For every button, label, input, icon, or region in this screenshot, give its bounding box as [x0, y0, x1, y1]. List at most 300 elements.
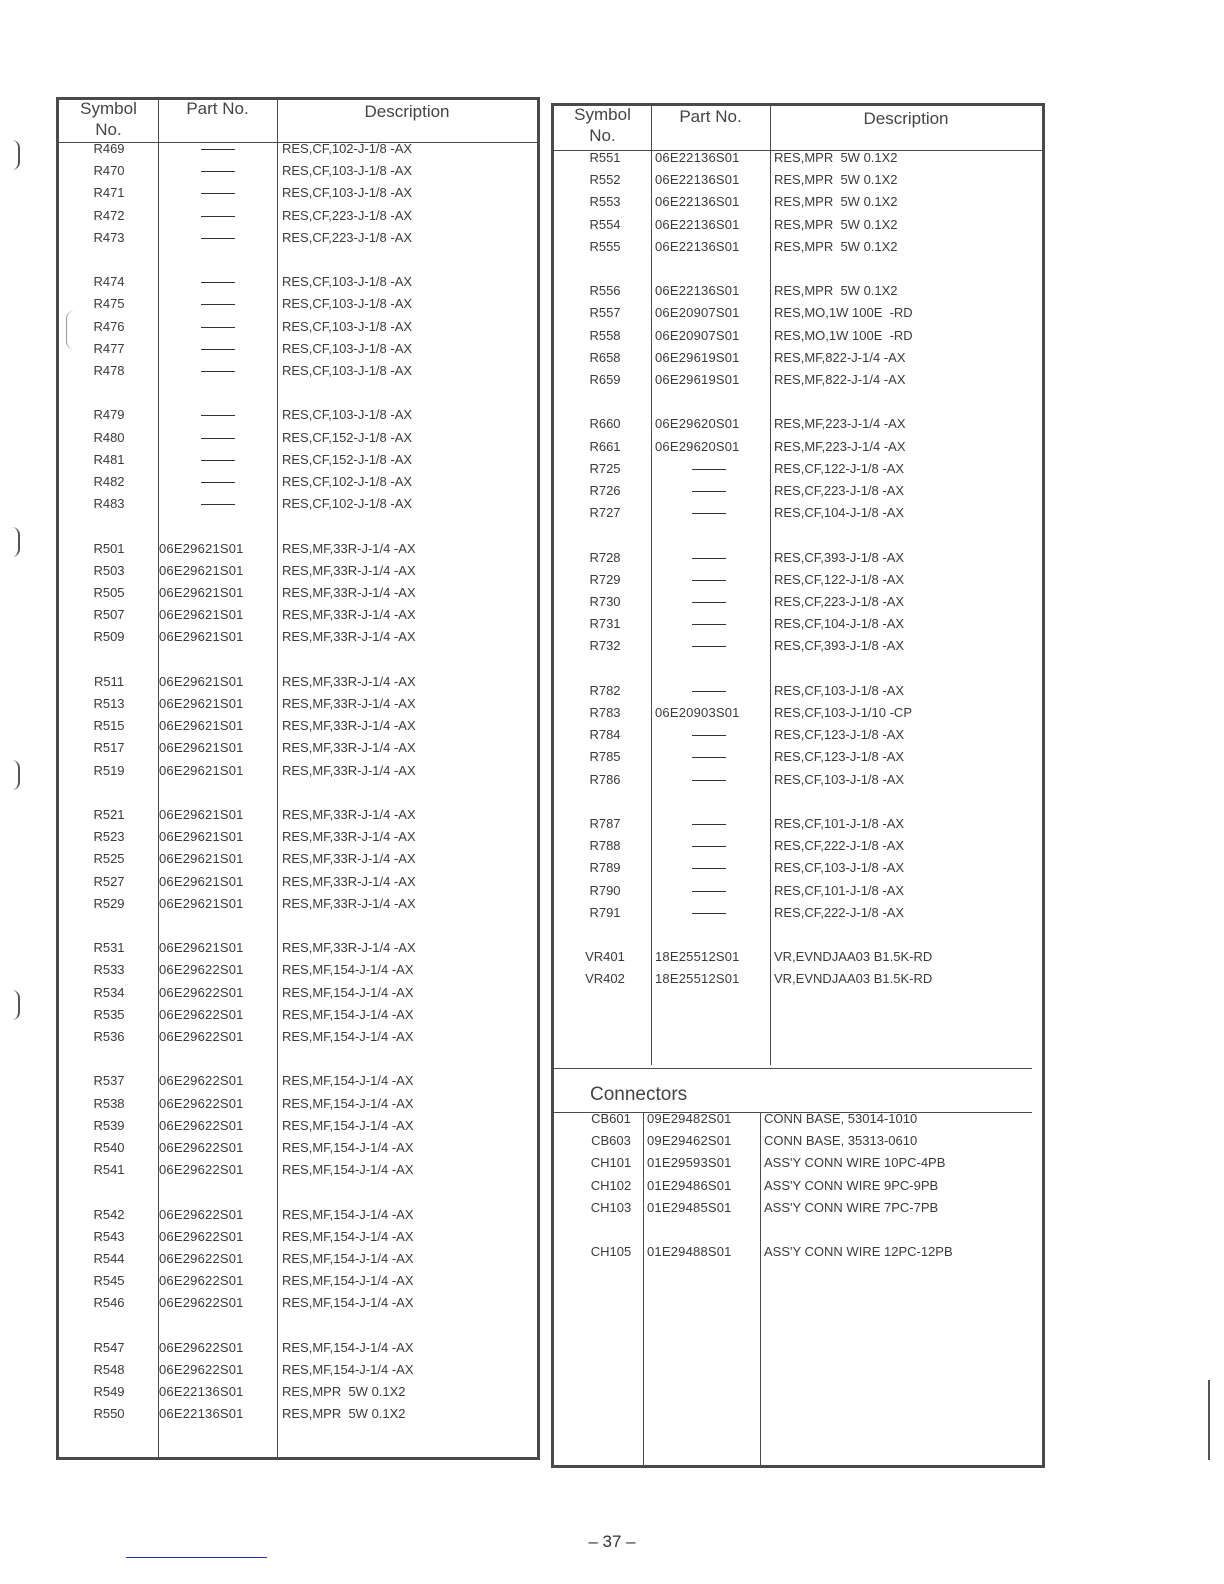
table-row — [59, 404, 537, 426]
part-no-cell: 06E29622S01 — [159, 1273, 244, 1289]
table-row — [59, 1004, 537, 1026]
table-row — [59, 693, 537, 715]
symbol-header: Symbol No. — [574, 105, 631, 145]
part-no-cell: 06E29620S01 — [655, 438, 740, 454]
table-row — [554, 214, 1042, 236]
table-row — [59, 338, 537, 360]
table-row — [59, 1359, 537, 1381]
symbol-cell: R725 — [589, 460, 621, 476]
part-no-cell — [692, 613, 726, 635]
no-part-dash — [692, 757, 726, 758]
symbol-cell: R525 — [93, 851, 125, 867]
part-no-cell: 06E29621S01 — [159, 629, 244, 645]
binding-hole-mark — [12, 990, 20, 1020]
symbol-cell: CB601 — [591, 1111, 631, 1126]
description-cell: RES,MF,822-J-1/4 -AX — [774, 372, 906, 387]
part-no-cell — [692, 547, 726, 569]
table-row — [59, 1270, 537, 1292]
description-cell: RES,CF,123-J-1/8 -AX — [774, 727, 905, 743]
part-no-cell: 06E29622S01 — [159, 984, 244, 1000]
description-cell: CONN BASE, 53014-1010 — [764, 1111, 918, 1126]
no-part-dash — [692, 580, 726, 581]
table-row — [59, 205, 537, 227]
description-cell: RES,MF,33R-J-1/4 -AX — [282, 607, 416, 623]
symbol-cell: R470 — [93, 163, 125, 179]
description-cell: RES,CF,223-J-1/8 -AX — [774, 483, 905, 498]
table-row — [554, 1241, 1042, 1263]
table-row — [59, 826, 537, 848]
symbol-cell: R505 — [93, 585, 125, 600]
table-row — [59, 760, 537, 782]
table-row — [59, 937, 537, 959]
no-part-dash — [201, 216, 235, 217]
part-no-cell: 06E22136S01 — [655, 216, 740, 232]
table-row — [59, 1115, 537, 1137]
part-no-cell — [201, 404, 235, 426]
description-cell: RES,CF,222-J-1/8 -AX — [774, 838, 905, 854]
table-row — [59, 959, 537, 981]
description-cell: RES,CF,104-J-1/8 -AX — [774, 505, 905, 521]
part-no-cell — [692, 724, 726, 746]
description-cell: RES,CF,393-J-1/8 -AX — [774, 638, 905, 654]
description-cell: RES,MPR 5W 0.1X2 — [774, 283, 898, 299]
symbol-cell: CH103 — [590, 1199, 632, 1215]
part-no-cell: 06E29622S01 — [159, 1029, 244, 1044]
table-row — [554, 547, 1042, 569]
description-cell: RES,MF,33R-J-1/4 -AX — [282, 851, 416, 867]
description-cell: RES,CF,152-J-1/8 -AX — [282, 429, 413, 445]
symbol-cell: R529 — [93, 895, 125, 911]
table-row — [59, 316, 537, 338]
table-row — [554, 1175, 1042, 1197]
part-no-cell: 06E29622S01 — [159, 1006, 244, 1022]
symbol-cell: R472 — [93, 207, 125, 223]
symbol-cell: R791 — [589, 904, 621, 920]
table-row — [59, 160, 537, 182]
description-cell: RES,MF,154-J-1/4 -AX — [282, 1251, 414, 1266]
no-part-dash — [692, 624, 726, 625]
table-row — [59, 1248, 537, 1270]
table-row — [59, 227, 537, 249]
description-cell: RES,CF,103-J-1/8 -AX — [282, 185, 413, 201]
no-part-dash — [692, 891, 726, 892]
description-cell: ASS'Y CONN WIRE 12PC-12PB — [764, 1244, 953, 1260]
symbol-cell: R545 — [93, 1273, 125, 1289]
no-part-dash — [201, 238, 235, 239]
table-row — [59, 1204, 537, 1226]
table-row — [59, 471, 537, 493]
table-row — [554, 635, 1042, 657]
connectors-title: Connectors — [590, 1084, 688, 1105]
description-cell: RES,CF,103-J-1/8 -AX — [282, 407, 413, 423]
part-no-cell — [692, 591, 726, 613]
no-part-dash — [692, 735, 726, 736]
description-cell: RES,CF,104-J-1/8 -AX — [774, 616, 905, 632]
table-row — [554, 502, 1042, 524]
table-row — [554, 436, 1042, 458]
symbol-cell: R658 — [589, 349, 621, 365]
symbol-cell: R513 — [93, 696, 125, 711]
no-part-dash — [692, 602, 726, 603]
table-row — [554, 347, 1042, 369]
description-cell: RES,CF,102-J-1/8 -AX — [282, 496, 413, 512]
part-no-cell — [201, 493, 235, 515]
description-cell: RES,MF,154-J-1/4 -AX — [282, 1006, 414, 1022]
no-part-dash — [201, 415, 235, 416]
table-row — [59, 893, 537, 915]
no-part-dash — [201, 504, 235, 505]
description-cell: RES,CF,122-J-1/8 -AX — [774, 460, 905, 476]
symbol-cell: R469 — [93, 141, 125, 156]
symbol-cell: R509 — [93, 629, 125, 645]
symbol-cell: R503 — [93, 562, 125, 578]
part-no-cell: 06E29619S01 — [655, 349, 740, 365]
part-no-cell — [692, 857, 726, 879]
description-cell: RES,MF,154-J-1/4 -AX — [282, 1073, 414, 1089]
binding-hole-mark — [12, 760, 20, 790]
table-row — [59, 560, 537, 582]
part-no-cell: 06E22136S01 — [159, 1384, 244, 1400]
description-cell: RES,CF,223-J-1/8 -AX — [282, 229, 413, 245]
description-cell: RES,MF,154-J-1/4 -AX — [282, 1162, 414, 1178]
part-no-cell — [692, 502, 726, 524]
part-no-cell: 06E29621S01 — [159, 762, 244, 778]
description-cell: RES,CF,103-J-1/8 -AX — [282, 363, 413, 378]
part-no-cell: 06E29622S01 — [159, 1117, 244, 1133]
symbol-cell: R730 — [589, 594, 621, 609]
symbol-cell: R553 — [589, 194, 621, 210]
part-no-cell: 06E29621S01 — [159, 895, 244, 911]
table-row — [59, 493, 537, 515]
part-no-cell — [201, 138, 235, 160]
symbol-cell: R473 — [93, 229, 125, 245]
no-part-dash — [201, 282, 235, 283]
symbol-cell: R555 — [589, 238, 621, 254]
description-cell: RES,MF,33R-J-1/4 -AX — [282, 873, 416, 889]
part-no-cell: 01E29488S01 — [647, 1244, 732, 1260]
symbol-cell: R536 — [93, 1029, 125, 1044]
table-row — [554, 369, 1042, 391]
description-cell: VR,EVNDJAA03 B1.5K-RD — [774, 971, 933, 987]
symbol-cell: R785 — [589, 749, 621, 765]
symbol-cell: R471 — [93, 185, 125, 201]
symbol-cell: R784 — [589, 727, 621, 743]
no-part-dash — [692, 824, 726, 825]
part-no-cell: 06E29622S01 — [159, 1251, 244, 1266]
description-cell: ASS'Y CONN WIRE 9PC-9PB — [764, 1177, 939, 1193]
no-part-dash — [692, 846, 726, 847]
no-part-dash — [201, 149, 235, 150]
description-cell: RES,MF,33R-J-1/4 -AX — [282, 829, 416, 845]
symbol-cell: R783 — [589, 705, 621, 720]
description-cell: RES,MPR 5W 0.1X2 — [774, 238, 898, 254]
part-no-cell — [692, 480, 726, 502]
no-part-dash — [201, 193, 235, 194]
description-cell: RES,CF,223-J-1/8 -AX — [774, 594, 905, 609]
symbol-cell: CH101 — [590, 1155, 632, 1171]
symbol-cell: R726 — [589, 483, 621, 498]
symbol-cell: R523 — [93, 829, 125, 845]
symbol-cell: R552 — [589, 172, 621, 188]
description-cell: RES,CF,103-J-1/8 -AX — [774, 860, 905, 876]
table-row — [554, 1197, 1042, 1219]
description-cell: RES,MF,33R-J-1/4 -AX — [282, 540, 416, 556]
part-no-cell: 06E29622S01 — [159, 1228, 244, 1244]
connectors-top-rule — [554, 1068, 1032, 1069]
part-no-cell — [201, 338, 235, 360]
no-part-dash — [692, 691, 726, 692]
description-cell: RES,CF,102-J-1/8 -AX — [282, 474, 413, 489]
description-cell: RES,MF,223-J-1/4 -AX — [774, 438, 906, 454]
no-part-dash — [692, 513, 726, 514]
table-row — [554, 591, 1042, 613]
symbol-cell: R527 — [93, 873, 125, 889]
no-part-dash — [692, 469, 726, 470]
description-cell: RES,MF,154-J-1/4 -AX — [282, 1295, 414, 1311]
symbol-cell: CB603 — [591, 1133, 631, 1149]
part-no-cell: 09E29462S01 — [647, 1133, 732, 1149]
part-no-cell: 06E22136S01 — [655, 283, 740, 299]
no-part-dash — [201, 327, 235, 328]
part-no-cell: 06E29621S01 — [159, 585, 244, 600]
symbol-cell: CH102 — [590, 1177, 632, 1193]
description-cell: RES,CF,122-J-1/8 -AX — [774, 571, 905, 587]
table-row — [554, 325, 1042, 347]
description-cell: RES,MF,154-J-1/4 -AX — [282, 1273, 414, 1289]
description-cell: RES,CF,103-J-1/8 -AX — [282, 340, 413, 356]
table-row — [59, 1337, 537, 1359]
symbol-cell: R659 — [589, 372, 621, 387]
symbol-cell: R475 — [93, 296, 125, 312]
description-cell: RES,MPR 5W 0.1X2 — [774, 172, 898, 188]
part-no-cell — [201, 293, 235, 315]
no-part-dash — [692, 868, 726, 869]
part-no-cell: 06E22136S01 — [655, 150, 740, 165]
symbol-cell: R480 — [93, 429, 125, 445]
table-row — [554, 413, 1042, 435]
description-cell: RES,MPR 5W 0.1X2 — [282, 1406, 406, 1422]
part-no-cell: 06E29622S01 — [159, 1339, 244, 1355]
symbol-cell: R535 — [93, 1006, 125, 1022]
part-no-cell: 06E29622S01 — [159, 1362, 244, 1377]
bottom-rule — [126, 1557, 267, 1558]
description-cell: RES,MF,33R-J-1/4 -AX — [282, 940, 416, 956]
description-cell: RES,CF,103-J-1/10 -CP — [774, 705, 912, 720]
description-cell: RES,CF,152-J-1/8 -AX — [282, 451, 413, 467]
table-row — [554, 835, 1042, 857]
description-cell: RES,MF,154-J-1/4 -AX — [282, 1228, 414, 1244]
page-number: – 37 – — [588, 1532, 636, 1551]
part-no-cell — [201, 449, 235, 471]
symbol-header: Symbol No. — [80, 99, 137, 139]
symbol-cell: VR401 — [585, 949, 625, 965]
table-row — [554, 169, 1042, 191]
description-cell: RES,CF,101-J-1/8 -AX — [774, 816, 905, 831]
table-row — [59, 449, 537, 471]
description-cell: RES,MF,33R-J-1/4 -AX — [282, 562, 416, 578]
symbol-cell: R661 — [589, 438, 621, 454]
description-cell: RES,CF,103-J-1/8 -AX — [774, 682, 905, 698]
description-cell: RES,MF,154-J-1/4 -AX — [282, 1140, 414, 1155]
part-no-cell: 06E29621S01 — [159, 807, 244, 822]
description-cell: RES,CF,222-J-1/8 -AX — [774, 904, 905, 920]
symbol-cell: R544 — [93, 1251, 125, 1266]
description-cell: RES,MF,33R-J-1/4 -AX — [282, 740, 416, 756]
table-row — [554, 1130, 1042, 1152]
table-row — [59, 427, 537, 449]
table-row — [554, 902, 1042, 924]
right-parts-table — [551, 103, 1045, 1468]
table-row — [554, 724, 1042, 746]
part-no-cell: 06E22136S01 — [655, 238, 740, 254]
binding-hole-mark — [12, 527, 20, 557]
part-no-cell: 06E29621S01 — [159, 873, 244, 889]
symbol-cell: R786 — [589, 771, 621, 787]
table-row — [59, 1403, 537, 1425]
table-row — [59, 1159, 537, 1181]
left-parts-table — [56, 97, 540, 1460]
symbol-cell: R517 — [93, 740, 125, 756]
symbol-cell: R479 — [93, 407, 125, 423]
table-row — [554, 813, 1042, 835]
description-cell: RES,CF,123-J-1/8 -AX — [774, 749, 905, 765]
description-cell: RES,CF,393-J-1/8 -AX — [774, 549, 905, 565]
table-row — [554, 480, 1042, 502]
table-row — [59, 538, 537, 560]
part-no-cell — [692, 458, 726, 480]
symbol-cell: R549 — [93, 1384, 125, 1400]
table-row — [59, 138, 537, 160]
description-cell: RES,CF,103-J-1/8 -AX — [282, 318, 413, 334]
symbol-cell: R534 — [93, 984, 125, 1000]
symbol-cell: R789 — [589, 860, 621, 876]
table-row — [554, 946, 1042, 968]
part-no-cell: 06E29621S01 — [159, 607, 244, 623]
symbol-cell: R546 — [93, 1295, 125, 1311]
description-cell: RES,CF,101-J-1/8 -AX — [774, 882, 905, 898]
part-no-cell: 06E29621S01 — [159, 673, 244, 689]
part-no-cell: 06E20903S01 — [655, 705, 740, 720]
symbol-cell: R476 — [93, 318, 125, 334]
symbol-cell: R481 — [93, 451, 125, 467]
table-row — [554, 302, 1042, 324]
symbol-cell: R477 — [93, 340, 125, 356]
part-no-cell — [692, 902, 726, 924]
description-cell: RES,CF,103-J-1/8 -AX — [282, 163, 413, 179]
symbol-cell: R507 — [93, 607, 125, 623]
symbol-cell: R519 — [93, 762, 125, 778]
description-cell: RES,MF,154-J-1/4 -AX — [282, 1029, 414, 1044]
symbol-cell: R788 — [589, 838, 621, 854]
symbol-cell: R728 — [589, 549, 621, 565]
no-part-dash — [201, 460, 235, 461]
table-row — [59, 737, 537, 759]
no-part-dash — [201, 438, 235, 439]
description-cell: RES,CF,103-J-1/8 -AX — [282, 296, 413, 312]
table-row — [554, 857, 1042, 879]
description-cell: RES,MF,154-J-1/4 -AX — [282, 1117, 414, 1133]
symbol-cell: R540 — [93, 1140, 125, 1155]
part-no-cell — [692, 569, 726, 591]
table-row — [59, 1093, 537, 1115]
description-header: Description — [364, 102, 450, 121]
description-cell: RES,MO,1W 100E -RD — [774, 305, 913, 321]
symbol-cell: R790 — [589, 882, 621, 898]
table-row — [59, 271, 537, 293]
table-row — [59, 360, 537, 382]
part-no-cell: 06E29622S01 — [159, 1162, 244, 1178]
symbol-cell: R537 — [93, 1073, 125, 1089]
no-part-dash — [692, 913, 726, 914]
no-part-dash — [692, 780, 726, 781]
symbol-cell: R660 — [589, 416, 621, 432]
part-no-header: Part No. — [186, 99, 249, 118]
description-cell: RES,MPR 5W 0.1X2 — [774, 194, 898, 210]
description-cell: RES,MPR 5W 0.1X2 — [282, 1384, 406, 1400]
symbol-cell: R478 — [93, 363, 125, 378]
table-row — [59, 1226, 537, 1248]
description-cell: RES,MPR 5W 0.1X2 — [774, 150, 898, 165]
part-no-cell: 18E25512S01 — [655, 971, 740, 987]
part-no-cell — [692, 835, 726, 857]
no-part-dash — [692, 558, 726, 559]
description-cell: RES,MF,154-J-1/4 -AX — [282, 1362, 414, 1377]
part-no-cell: 06E29622S01 — [159, 1295, 244, 1311]
part-no-cell: 06E29619S01 — [655, 372, 740, 387]
edge-mark — [1208, 1380, 1210, 1460]
description-cell: RES,MF,33R-J-1/4 -AX — [282, 718, 416, 734]
symbol-cell: R515 — [93, 718, 125, 734]
symbol-cell: R554 — [589, 216, 621, 232]
table-row — [59, 871, 537, 893]
description-cell: RES,MF,33R-J-1/4 -AX — [282, 629, 416, 645]
description-cell: RES,MF,33R-J-1/4 -AX — [282, 696, 416, 711]
description-cell: RES,MF,33R-J-1/4 -AX — [282, 895, 416, 911]
part-no-cell: 06E22136S01 — [655, 172, 740, 188]
symbol-cell: R787 — [589, 816, 621, 831]
part-no-cell: 06E22136S01 — [159, 1406, 244, 1422]
table-row — [554, 236, 1042, 258]
symbol-cell: R729 — [589, 571, 621, 587]
no-part-dash — [201, 171, 235, 172]
symbol-cell: R521 — [93, 807, 125, 822]
table-row — [59, 1137, 537, 1159]
description-header: Description — [863, 109, 949, 128]
part-no-cell: 18E25512S01 — [655, 949, 740, 965]
description-cell: RES,CF,223-J-1/8 -AX — [282, 207, 413, 223]
description-cell: RES,MF,822-J-1/4 -AX — [774, 349, 906, 365]
table-row — [554, 458, 1042, 480]
symbol-cell: R556 — [589, 283, 621, 299]
part-no-cell: 06E29622S01 — [159, 962, 244, 978]
table-row — [59, 671, 537, 693]
part-no-cell: 01E29486S01 — [647, 1177, 732, 1193]
part-no-cell: 06E29621S01 — [159, 740, 244, 756]
table-row — [59, 582, 537, 604]
table-row — [59, 1381, 537, 1403]
table-row — [59, 804, 537, 826]
part-no-cell — [201, 316, 235, 338]
part-no-cell — [692, 635, 726, 657]
symbol-cell: R533 — [93, 962, 125, 978]
table-row — [59, 293, 537, 315]
table-row — [554, 280, 1042, 302]
part-no-cell: 06E29621S01 — [159, 829, 244, 845]
table-row — [59, 604, 537, 626]
part-no-cell — [692, 769, 726, 791]
part-no-cell: 06E20907S01 — [655, 327, 740, 343]
part-no-cell: 06E20907S01 — [655, 305, 740, 321]
